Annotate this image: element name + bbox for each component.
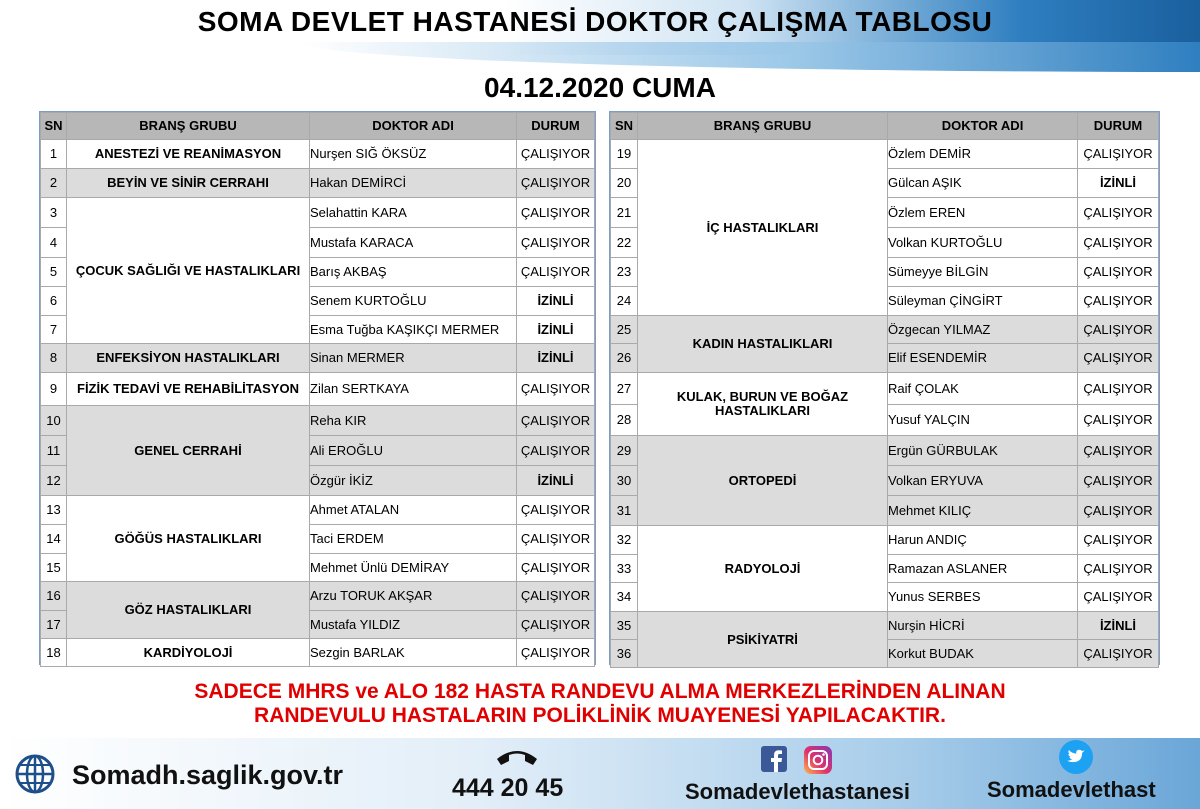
row-number: 26 [611, 344, 638, 373]
header-doctor: DOKTOR ADI [888, 113, 1078, 140]
row-number: 34 [611, 583, 638, 612]
doctor-name: Senem KURTOĞLU [310, 287, 517, 316]
doctor-name: Sezgin BARLAK [310, 639, 517, 667]
doctor-name: Raif ÇOLAK [888, 373, 1078, 405]
row-number: 6 [41, 287, 67, 316]
row-number: 16 [41, 582, 67, 611]
branch-group: KADIN HASTALIKLARI [638, 316, 888, 373]
status-badge: İZİNLİ [517, 466, 595, 496]
row-number: 18 [41, 639, 67, 667]
status-badge: ÇALIŞIYOR [1078, 373, 1159, 405]
row-number: 19 [611, 140, 638, 169]
status-badge: ÇALIŞIYOR [1078, 436, 1159, 466]
row-number: 12 [41, 466, 67, 496]
status-badge: ÇALIŞIYOR [1078, 526, 1159, 555]
website-link[interactable]: Somadh.saglik.gov.tr [72, 760, 344, 790]
doctor-name: Mustafa KARACA [310, 228, 517, 258]
status-badge: ÇALIŞIYOR [1078, 466, 1159, 496]
row-number: 10 [41, 406, 67, 436]
doctor-name: Arzu TORUK AKŞAR [310, 582, 517, 611]
table-row [41, 198, 595, 228]
status-badge: ÇALIŞIYOR [1078, 640, 1159, 668]
row-number: 4 [41, 228, 67, 258]
notice-line-1: SADECE MHRS ve ALO 182 HASTA RANDEVU ALMA MERKEZLERİNDEN ALINAN [194, 680, 1006, 703]
table-row [611, 526, 1159, 555]
row-number: 14 [41, 525, 67, 554]
status-badge: ÇALIŞIYOR [1078, 496, 1159, 526]
row-number: 17 [41, 611, 67, 639]
status-badge: İZİNLİ [517, 316, 595, 344]
table-row [41, 344, 595, 373]
branch-group: BEYİN VE SİNİR CERRAHI [67, 169, 310, 198]
table-row [41, 639, 595, 667]
branch-group: İÇ HASTALIKLARI [638, 140, 888, 316]
doctor-name: Taci ERDEM [310, 525, 517, 554]
status-badge: ÇALIŞIYOR [1078, 228, 1159, 258]
doctor-name: Yusuf YALÇIN [888, 405, 1078, 436]
status-badge: ÇALIŞIYOR [1078, 344, 1159, 373]
doctor-name: Sümeyye BİLGİN [888, 258, 1078, 287]
doctor-name: Yunus SERBES [888, 583, 1078, 612]
doctor-name: Özgecan YILMAZ [888, 316, 1078, 344]
row-number: 25 [611, 316, 638, 344]
row-number: 32 [611, 526, 638, 555]
doctor-name: Esma Tuğba KAŞIKÇI MERMER [310, 316, 517, 344]
facebook-instagram-handle[interactable]: Somadevlethastanesi [685, 779, 910, 804]
notice-line-2: RANDEVULU HASTALARIN POLİKLİNİK MUAYENESİ YAPILACAKTIR. [254, 704, 946, 727]
status-badge: ÇALIŞIYOR [517, 140, 595, 169]
header-branch: BRANŞ GRUBU [638, 113, 888, 140]
doctor-name: Nurşin HİCRİ [888, 612, 1078, 640]
table-row [41, 169, 595, 198]
doctor-name: Ergün GÜRBULAK [888, 436, 1078, 466]
table-row [611, 612, 1159, 640]
doctor-name: Selahattin KARA [310, 198, 517, 228]
facebook-icon[interactable] [761, 746, 787, 772]
row-number: 3 [41, 198, 67, 228]
doctor-name: Harun ANDIÇ [888, 526, 1078, 555]
status-badge: ÇALIŞIYOR [1078, 316, 1159, 344]
phone-icon [493, 745, 541, 771]
status-badge: ÇALIŞIYOR [517, 611, 595, 639]
doctor-name: Süleyman ÇİNGİRT [888, 287, 1078, 316]
status-badge: ÇALIŞIYOR [517, 169, 595, 198]
doctor-name: Mehmet Ünlü DEMİRAY [310, 554, 517, 582]
doctor-name: Ali EROĞLU [310, 436, 517, 466]
row-number: 36 [611, 640, 638, 668]
status-badge: ÇALIŞIYOR [1078, 140, 1159, 169]
doctor-name: Korkut BUDAK [888, 640, 1078, 668]
status-badge: ÇALIŞIYOR [517, 582, 595, 611]
table-row [41, 496, 595, 525]
status-badge: ÇALIŞIYOR [517, 406, 595, 436]
doctor-name: Ramazan ASLANER [888, 555, 1078, 583]
branch-group: KULAK, BURUN VE BOĞAZ HASTALIKLARI [638, 373, 888, 436]
row-number: 33 [611, 555, 638, 583]
doctor-name: Barış AKBAŞ [310, 258, 517, 287]
right-schedule-table [610, 112, 1159, 668]
row-number: 30 [611, 466, 638, 496]
doctor-name: Mehmet KILIÇ [888, 496, 1078, 526]
row-number: 5 [41, 258, 67, 287]
doctor-name: Özlem DEMİR [888, 140, 1078, 169]
row-number: 20 [611, 169, 638, 198]
row-number: 31 [611, 496, 638, 526]
status-badge: ÇALIŞIYOR [517, 228, 595, 258]
row-number: 29 [611, 436, 638, 466]
status-badge: ÇALIŞIYOR [1078, 555, 1159, 583]
table-row [611, 140, 1159, 169]
status-badge: İZİNLİ [517, 287, 595, 316]
status-badge: ÇALIŞIYOR [1078, 258, 1159, 287]
branch-group: FİZİK TEDAVİ VE REHABİLİTASYON [67, 373, 310, 406]
page-title: SOMA DEVLET HASTANESİ DOKTOR ÇALIŞMA TABLOSU [197, 6, 993, 37]
header-status: DURUM [517, 113, 595, 140]
phone-number[interactable]: 444 20 45 [452, 774, 564, 802]
table-row [41, 406, 595, 436]
table-row [41, 582, 595, 611]
doctor-name: Zilan SERTKAYA [310, 373, 517, 406]
branch-group: PSİKİYATRİ [638, 612, 888, 668]
row-number: 2 [41, 169, 67, 198]
status-badge: ÇALIŞIYOR [517, 554, 595, 582]
status-badge: ÇALIŞIYOR [1078, 198, 1159, 228]
doctor-name: Özgür İKİZ [310, 466, 517, 496]
doctor-name: Özlem EREN [888, 198, 1078, 228]
doctor-name: Ahmet ATALAN [310, 496, 517, 525]
table-row [611, 373, 1159, 405]
table-row [41, 373, 595, 406]
row-number: 9 [41, 373, 67, 406]
table-row [41, 140, 595, 169]
twitter-handle[interactable]: Somadevlethast [987, 777, 1156, 802]
doctor-name: Mustafa YILDIZ [310, 611, 517, 639]
row-number: 15 [41, 554, 67, 582]
header-status: DURUM [1078, 113, 1159, 140]
status-badge: ÇALIŞIYOR [517, 639, 595, 667]
branch-group: ANESTEZİ VE REANİMASYON [67, 140, 310, 169]
table-row [611, 436, 1159, 466]
doctor-name: Volkan ERYUVA [888, 466, 1078, 496]
doctor-name: Sinan MERMER [310, 344, 517, 373]
status-badge: ÇALIŞIYOR [1078, 405, 1159, 436]
row-number: 35 [611, 612, 638, 640]
status-badge: İZİNLİ [1078, 169, 1159, 198]
branch-group: ORTOPEDİ [638, 436, 888, 526]
row-number: 23 [611, 258, 638, 287]
doctor-name: Hakan DEMİRCİ [310, 169, 517, 198]
status-badge: ÇALIŞIYOR [517, 436, 595, 466]
twitter-icon[interactable] [1059, 740, 1093, 774]
row-number: 22 [611, 228, 638, 258]
branch-group: GÖZ HASTALIKLARI [67, 582, 310, 639]
status-badge: ÇALIŞIYOR [1078, 583, 1159, 612]
doctor-name: Volkan KURTOĞLU [888, 228, 1078, 258]
header-branch: BRANŞ GRUBU [67, 113, 310, 140]
row-number: 1 [41, 140, 67, 169]
row-number: 11 [41, 436, 67, 466]
row-number: 8 [41, 344, 67, 373]
doctor-name: Reha KIR [310, 406, 517, 436]
header-swoosh [300, 42, 1200, 72]
row-number: 7 [41, 316, 67, 344]
left-schedule-table [40, 112, 595, 667]
branch-group: GÖĞÜS HASTALIKLARI [67, 496, 310, 582]
branch-group: KARDİYOLOJİ [67, 639, 310, 667]
row-number: 21 [611, 198, 638, 228]
appointment-notice [0, 680, 1200, 728]
doctor-name: Nurşen SIĞ ÖKSÜZ [310, 140, 517, 169]
row-number: 24 [611, 287, 638, 316]
schedule-date: 04.12.2020 CUMA [484, 72, 716, 103]
globe-icon [14, 753, 56, 795]
instagram-icon[interactable] [804, 746, 832, 774]
doctor-name: Elif ESENDEMİR [888, 344, 1078, 373]
status-badge: ÇALIŞIYOR [517, 198, 595, 228]
header-sn: SN [611, 113, 638, 140]
row-number: 28 [611, 405, 638, 436]
row-number: 13 [41, 496, 67, 525]
branch-group: RADYOLOJİ [638, 526, 888, 612]
header-sn: SN [41, 113, 67, 140]
status-badge: ÇALIŞIYOR [517, 496, 595, 525]
status-badge: İZİNLİ [517, 344, 595, 373]
status-badge: ÇALIŞIYOR [517, 525, 595, 554]
header-doctor: DOKTOR ADI [310, 113, 517, 140]
branch-group: GENEL CERRAHİ [67, 406, 310, 496]
status-badge: ÇALIŞIYOR [517, 373, 595, 406]
status-badge: İZİNLİ [1078, 612, 1159, 640]
status-badge: ÇALIŞIYOR [1078, 287, 1159, 316]
table-row [611, 316, 1159, 344]
branch-group: ENFEKSİYON HASTALIKLARI [67, 344, 310, 373]
doctor-name: Gülcan AŞIK [888, 169, 1078, 198]
row-number: 27 [611, 373, 638, 405]
status-badge: ÇALIŞIYOR [517, 258, 595, 287]
branch-group: ÇOCUK SAĞLIĞI VE HASTALIKLARI [67, 198, 310, 344]
